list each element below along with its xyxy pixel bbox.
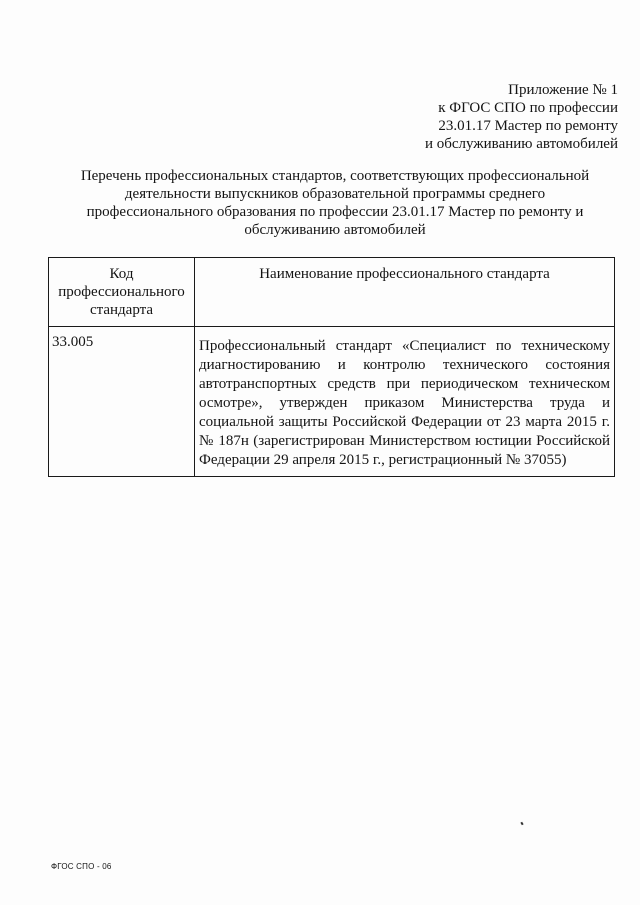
standard-code-cell: 33.005 — [49, 327, 195, 477]
standard-name-cell: Профессиональный стандарт «Специалист по техническому диагностированию и контролю технического состояния автотранспортных средств при периодическом техническом осмотре», утвержден приказом Министерства труда и социальной защиты Российской Федерации от 23 марта 2015 г. № 187н (зарегистрирован Министерством юстиции Российской Федерации 29 апреля 2015 г., регистрационный № 37055) — [195, 327, 615, 477]
title-line: обслуживанию автомобилей — [244, 222, 426, 238]
page-footer: ФГОС СПО - 06 — [51, 862, 112, 871]
table-header-row — [49, 258, 615, 327]
column-header-code: Код профессионального стандарта — [49, 258, 195, 327]
table-body — [49, 327, 615, 477]
appendix-line: 23.01.17 Мастер по ремонту — [438, 118, 618, 134]
appendix-line: Приложение № 1 — [508, 82, 618, 98]
title-line: деятельности выпускников образовательной программы среднего — [124, 186, 546, 202]
table-row — [49, 327, 615, 477]
title-line: профессионального образования по профессии 23.01.17 Мастер по ремонту и — [86, 204, 584, 220]
column-header-name: Наименование профессионального стандарта — [195, 258, 615, 327]
document-title — [70, 167, 600, 239]
scan-speck — [520, 822, 523, 826]
standards-table — [48, 257, 615, 477]
title-line: Перечень профессиональных стандартов, соответствующих профессиональной — [80, 168, 590, 184]
appendix-reference — [358, 81, 618, 153]
appendix-line: к ФГОС СПО по профессии — [438, 100, 618, 116]
appendix-line: и обслуживанию автомобилей — [424, 136, 618, 152]
table-header — [49, 258, 615, 327]
